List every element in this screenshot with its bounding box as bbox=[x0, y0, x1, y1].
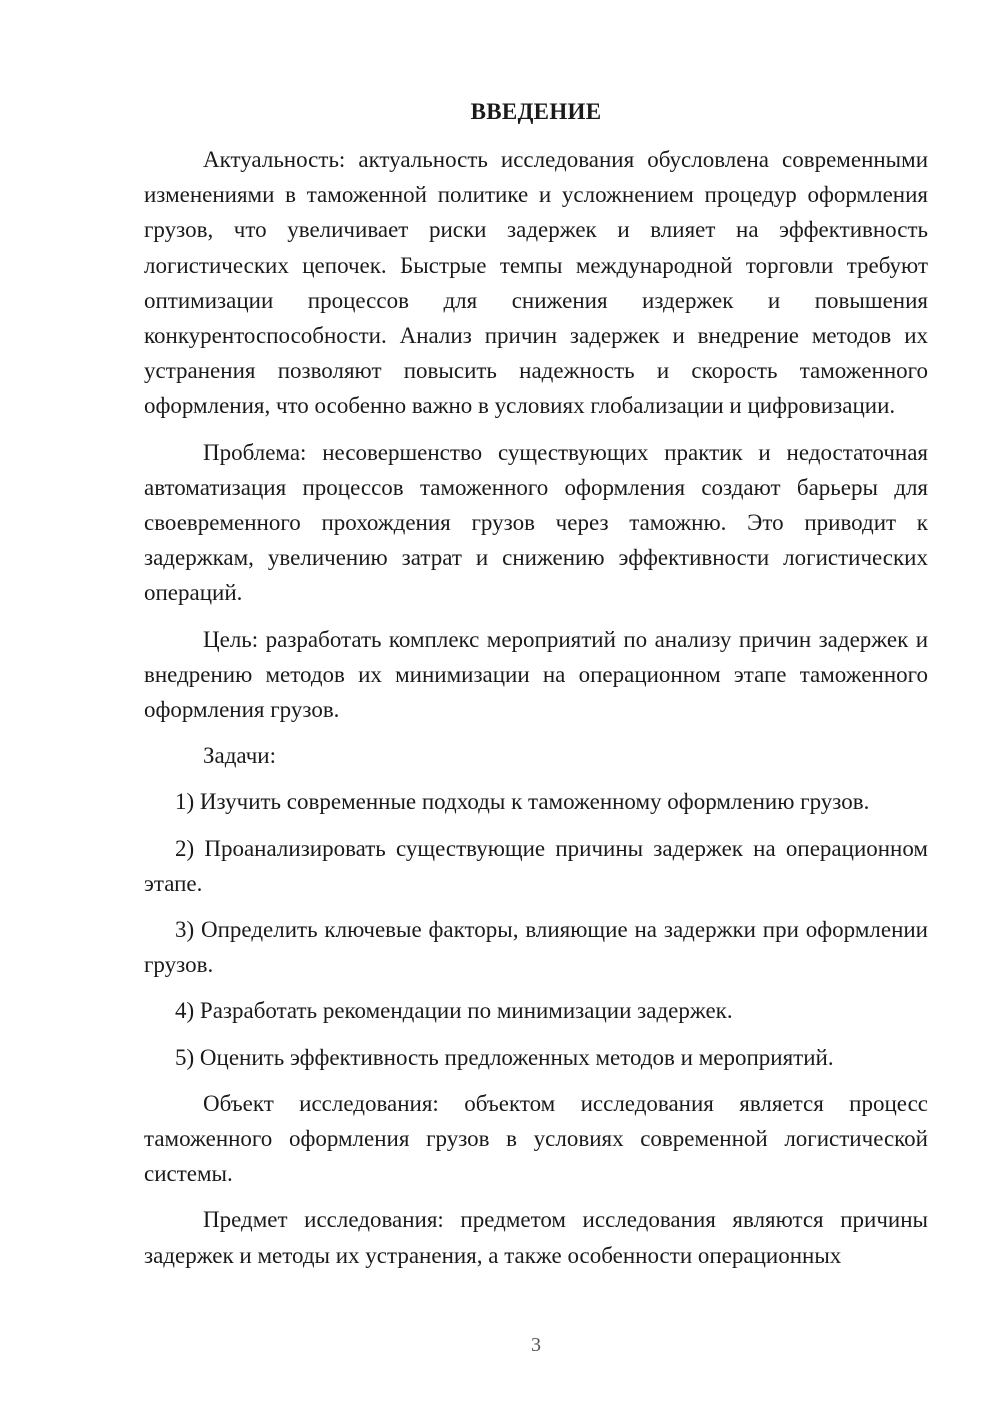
object-paragraph: Объект исследования: объектом исследования является процесс таможенного оформления грузов в условиях современной логистической системы. bbox=[144, 1090, 928, 1187]
goal-paragraph: Цель: разработать комплекс мероприятий по анализу причин задержек и внедрению методов их минимизации на операционном этапе таможенного оформления грузов. bbox=[144, 626, 928, 723]
task-item: 5) Оценить эффективность предложенных методов и мероприятий. bbox=[175, 1044, 834, 1070]
task-item: 3) Определить ключевые факторы, влияющие на задержки при оформлении грузов. bbox=[144, 917, 928, 978]
page-number: 3 bbox=[531, 1334, 541, 1356]
tasks-heading: Задачи: bbox=[203, 743, 276, 769]
task-item: 1) Изучить современные подходы к таможенному оформлению грузов. bbox=[175, 789, 870, 815]
page-content bbox=[144, 92, 928, 1273]
task-item: 4) Разработать рекомендации по минимизации задержек. bbox=[175, 998, 733, 1024]
page-title: ВВЕДЕНИЕ bbox=[470, 99, 602, 124]
problem-paragraph: Проблема: несовершенство существующих практик и недостаточная автоматизация процессов таможенного оформления создают барьеры для своевременного прохождения грузов через таможню. Это приводит к задержкам, увеличению затрат и снижению эффективности логистических операций. bbox=[144, 439, 928, 606]
task-item: 2) Проанализировать существующие причины задержек на операционном этапе. bbox=[144, 835, 928, 896]
relevance-paragraph: Актуальность: актуальность исследования обусловлена современными изменениями в таможенной политике и усложнением процедур оформления грузов, что увеличивает риски задержек и влияет на эффективность логистических цепочек. Быстрые темпы международной торговли требуют оптимизации процессов для снижения издержек и повышения конкурентоспособности. Анализ причин задержек и внедрение методов их устранения позволяют повысить надежность и скорость таможенного оформления, что особенно важно в условиях глобализации и цифровизации. bbox=[144, 147, 928, 419]
subject-paragraph: Предмет исследования: предметом исследования являются причины задержек и методы их устранения, а также особенности операционных bbox=[144, 1207, 928, 1268]
